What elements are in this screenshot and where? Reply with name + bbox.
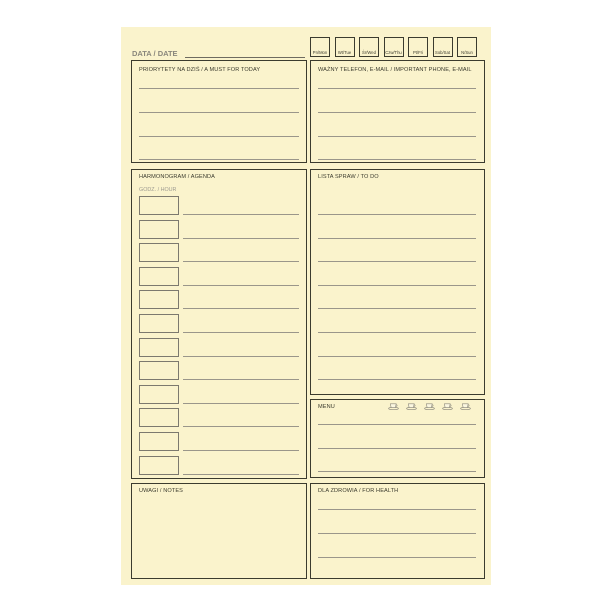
phone-line <box>318 88 476 89</box>
agenda-box <box>131 169 307 479</box>
hour-box[interactable] <box>139 456 179 475</box>
todo-line <box>318 308 476 309</box>
notes-label: UWAGI / NOTES <box>139 488 183 494</box>
menu-line <box>318 424 476 425</box>
hour-box[interactable] <box>139 220 179 239</box>
menu-label: MENU <box>318 404 335 410</box>
hour-box[interactable] <box>139 432 179 451</box>
todo-line <box>318 379 476 380</box>
priorities-box <box>131 60 307 163</box>
coffee-cup-icon <box>406 402 417 410</box>
hour-box[interactable] <box>139 290 179 309</box>
phone-label: WAŻNY TELEFON, E-MAIL / IMPORTANT PHONE, E-MAIL <box>318 67 472 73</box>
hour-box[interactable] <box>139 314 179 333</box>
menu-line <box>318 448 476 449</box>
phone-box <box>310 60 485 163</box>
agenda-line <box>183 261 299 262</box>
weekday-box[interactable]: Czw/Thu <box>384 37 404 57</box>
coffee-cup-icon <box>460 402 471 410</box>
notes-box <box>131 483 307 579</box>
todo-line <box>318 285 476 286</box>
coffee-cup-icon <box>424 402 435 410</box>
todo-box <box>310 169 485 395</box>
planner-sheet <box>121 27 491 585</box>
agenda-line <box>183 450 299 451</box>
agenda-line <box>183 474 299 475</box>
weekday-box[interactable]: Pt/Fri <box>408 37 428 57</box>
coffee-cup-icon <box>442 402 453 410</box>
todo-line <box>318 332 476 333</box>
todo-line <box>318 261 476 262</box>
hour-box[interactable] <box>139 267 179 286</box>
weekday-box[interactable]: Pn/Mon <box>310 37 330 57</box>
phone-line <box>318 112 476 113</box>
weekday-box[interactable]: Wt/Tue <box>335 37 355 57</box>
agenda-label: HARMONOGRAM / AGENDA <box>139 174 215 180</box>
priorities-line <box>139 88 299 89</box>
todo-label: LISTA SPRAW / TO DO <box>318 174 379 180</box>
phone-line <box>318 159 476 160</box>
agenda-line <box>183 426 299 427</box>
health-line <box>318 557 476 558</box>
menu-line <box>318 471 476 472</box>
agenda-line <box>183 379 299 380</box>
date-line <box>185 57 305 58</box>
weekday-box[interactable]: N/Sun <box>457 37 477 57</box>
weekday-box[interactable]: Sob/Sat <box>433 37 453 57</box>
priorities-line <box>139 112 299 113</box>
agenda-line <box>183 356 299 357</box>
hour-box[interactable] <box>139 361 179 380</box>
phone-line <box>318 136 476 137</box>
coffee-cup-icon <box>388 402 399 410</box>
health-line <box>318 509 476 510</box>
agenda-line <box>183 332 299 333</box>
hour-label: GODZ. / HOUR <box>139 187 177 193</box>
date-label: DATA / DATE <box>132 49 178 58</box>
agenda-line <box>183 403 299 404</box>
agenda-line <box>183 238 299 239</box>
hour-box[interactable] <box>139 408 179 427</box>
todo-line <box>318 356 476 357</box>
health-line <box>318 533 476 534</box>
todo-line <box>318 238 476 239</box>
menu-box <box>310 399 485 478</box>
agenda-line <box>183 285 299 286</box>
priorities-line <box>139 159 299 160</box>
priorities-label: PRIORYTETY NA DZIŚ / A MUST FOR TODAY <box>139 67 261 73</box>
priorities-line <box>139 136 299 137</box>
agenda-line <box>183 308 299 309</box>
hour-box[interactable] <box>139 196 179 215</box>
hour-box[interactable] <box>139 338 179 357</box>
hour-box[interactable] <box>139 243 179 262</box>
health-box <box>310 483 485 579</box>
todo-line <box>318 214 476 215</box>
health-label: DLA ZDROWIA / FOR HEALTH <box>318 488 399 494</box>
hour-box[interactable] <box>139 385 179 404</box>
weekday-box[interactable]: Śr/Wed <box>359 37 379 57</box>
agenda-line <box>183 214 299 215</box>
